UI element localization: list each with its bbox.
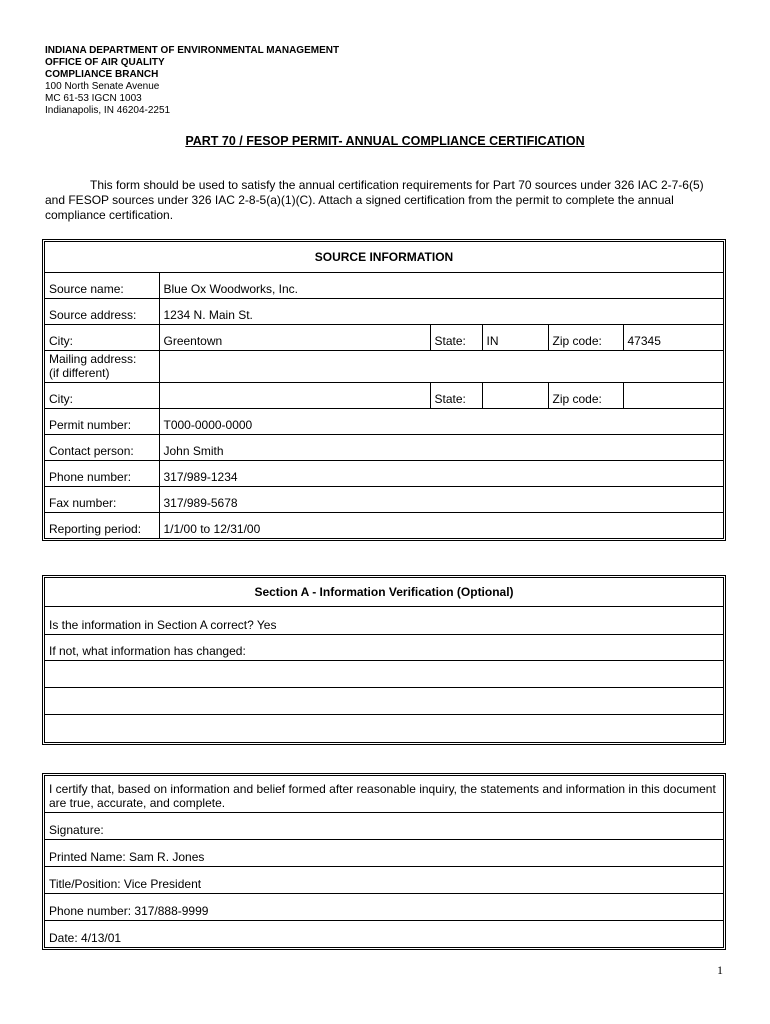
fax-number-field[interactable]: 317/989-5678	[159, 486, 723, 512]
source-information-table	[42, 239, 726, 541]
certifier-phone-field[interactable]: Phone number: 317/888-9999	[45, 893, 723, 920]
printed-name-field[interactable]: Printed Name: Sam R. Jones	[45, 839, 723, 866]
permit-number-label: Permit number:	[45, 408, 159, 434]
mail-state-label: State:	[430, 382, 482, 408]
mailing-address-label-line1: Mailing address:	[49, 351, 137, 366]
section-a-blank-line[interactable]	[45, 687, 723, 714]
branch-name: COMPLIANCE BRANCH	[45, 69, 159, 80]
certification-table	[42, 773, 726, 950]
mailing-address-label	[45, 350, 159, 382]
reporting-period-label: Reporting period:	[45, 512, 159, 538]
source-name-field[interactable]: Blue Ox Woodworks, Inc.	[159, 272, 723, 298]
fax-number-label: Fax number:	[45, 486, 159, 512]
permit-number-field[interactable]: T000-0000-0000	[159, 408, 723, 434]
source-address-field[interactable]: 1234 N. Main St.	[159, 298, 723, 324]
reporting-period-field[interactable]: 1/1/00 to 12/31/00	[159, 512, 723, 538]
agency-name: INDIANA DEPARTMENT OF ENVIRONMENTAL MANAGEMENT	[45, 45, 340, 56]
form-instructions	[45, 178, 725, 223]
source-address-label: Source address:	[45, 298, 159, 324]
mail-city-field[interactable]	[159, 382, 430, 408]
state-label: State:	[430, 324, 482, 350]
mail-zip-label: Zip code:	[548, 382, 623, 408]
contact-person-field[interactable]: John Smith	[159, 434, 723, 460]
street-address: 100 North Senate Avenue	[45, 81, 160, 92]
mailing-address-field[interactable]	[159, 350, 723, 382]
office-name: OFFICE OF AIR QUALITY	[45, 57, 165, 68]
certification-statement: I certify that, based on information and belief formed after reasonable inquiry, the statements and information in this document are true, accurate, and complete.	[45, 776, 723, 812]
signature-field[interactable]: Signature:	[45, 812, 723, 839]
zip-label: Zip code:	[548, 324, 623, 350]
agency-header	[45, 45, 339, 117]
title-position-field[interactable]: Title/Position: Vice President	[45, 866, 723, 893]
state-field[interactable]: IN	[482, 324, 548, 350]
form-title: PART 70 / FESOP PERMIT- ANNUAL COMPLIANCE CERTIFICATION	[185, 134, 585, 148]
section-a-table	[42, 575, 726, 745]
mail-zip-field[interactable]	[623, 382, 723, 408]
date-field[interactable]: Date: 4/13/01	[45, 920, 723, 947]
city-label: City:	[45, 324, 159, 350]
mail-city-label: City:	[45, 382, 159, 408]
mail-code: MC 61-53 IGCN 1003	[45, 93, 142, 104]
contact-person-label: Contact person:	[45, 434, 159, 460]
source-name-label: Source name:	[45, 272, 159, 298]
phone-number-label: Phone number:	[45, 460, 159, 486]
section-a-heading: Section A - Information Verification (Optional)	[45, 578, 723, 606]
source-info-heading: SOURCE INFORMATION	[45, 242, 723, 272]
section-a-blank-line[interactable]	[45, 714, 723, 742]
page-number: 1	[717, 963, 723, 977]
zip-field[interactable]: 47345	[623, 324, 723, 350]
section-a-changed-label[interactable]: If not, what information has changed:	[45, 634, 723, 660]
mail-state-field[interactable]	[482, 382, 548, 408]
instructions-text: This form should be used to satisfy the annual certification requirements for Part 70 sources under 326 IAC 2-7-6(5) and FESOP sources under 326 IAC 2-8-5(a)(1)(C). Attach a signed certification from the permit to complete the annual compliance certification.	[45, 178, 704, 222]
city-state-zip: Indianapolis, IN 46204-2251	[45, 105, 171, 116]
section-a-blank-line[interactable]	[45, 660, 723, 687]
section-a-question[interactable]: Is the information in Section A correct? Yes	[45, 606, 723, 634]
city-field[interactable]: Greentown	[159, 324, 430, 350]
mailing-address-label-line2: (if different)	[49, 365, 110, 380]
phone-number-field[interactable]: 317/989-1234	[159, 460, 723, 486]
